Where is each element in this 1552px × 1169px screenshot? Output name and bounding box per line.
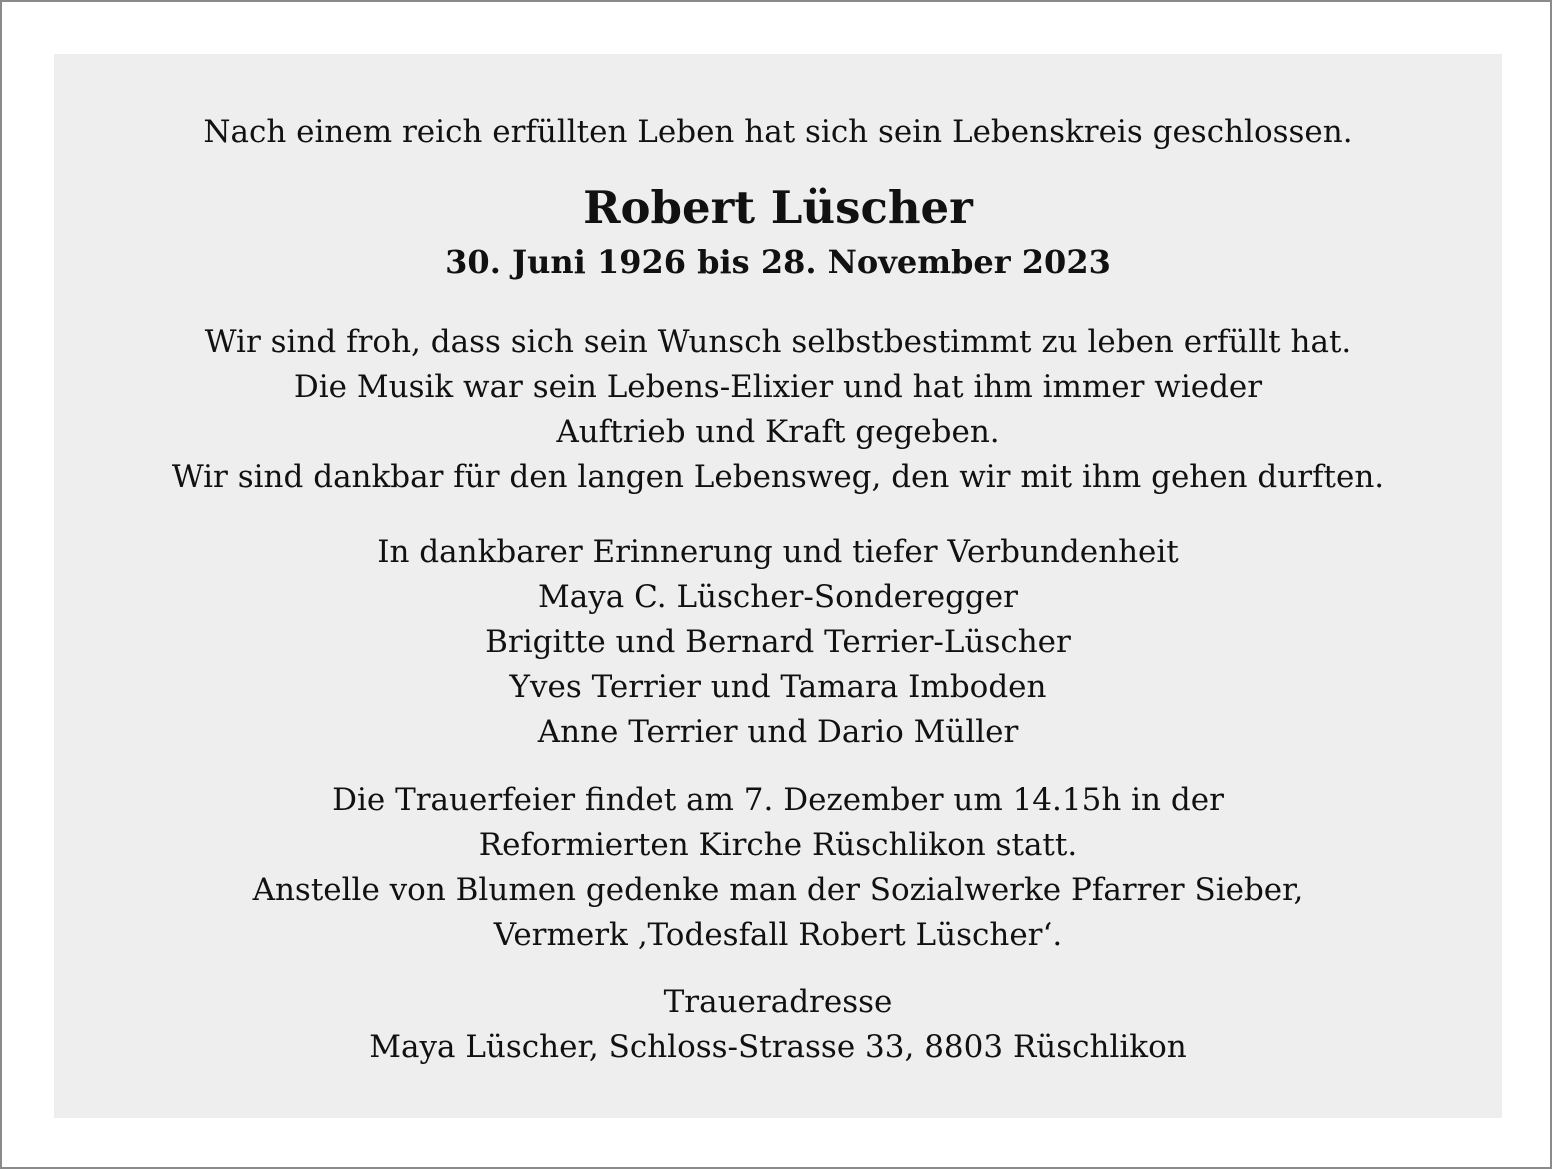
message-line: Die Musik war sein Lebens-Elixier und hat ihm immer wieder — [293, 369, 1263, 405]
mourner-name: Anne Terrier und Dario Müller — [537, 714, 1019, 750]
ceremony-line: Vermerk ‚Todesfall Robert Lüscher‘. — [493, 917, 1063, 953]
life-dates: 30. Juni 1926 bis 28. November 2023 — [445, 243, 1111, 281]
ceremony-line: Reformierten Kirche Rüschlikon statt. — [478, 827, 1078, 863]
obituary-panel — [54, 54, 1502, 1118]
mourner-name: Brigitte und Bernard Terrier-Lüscher — [485, 624, 1071, 660]
message-line: Auftrieb und Kraft gegeben. — [556, 414, 1000, 450]
address-heading: Traueradresse — [663, 984, 893, 1020]
intro-text: Nach einem reich erfüllten Leben hat sich sein Lebenskreis geschlossen. — [203, 114, 1353, 150]
address-text: Maya Lüscher, Schloss-Strasse 33, 8803 Rüschlikon — [369, 1029, 1187, 1065]
message-line: Wir sind dankbar für den langen Lebensweg, den wir mit ihm gehen durften. — [171, 459, 1385, 495]
ceremony-line: Anstelle von Blumen gedenke man der Sozialwerke Pfarrer Sieber, — [252, 872, 1304, 908]
deceased-name: Robert Lüscher — [583, 181, 973, 234]
message-line: Wir sind froh, dass sich sein Wunsch selbstbestimmt zu leben erfüllt hat. — [204, 324, 1352, 360]
mourner-name: Maya C. Lüscher-Sonderegger — [538, 579, 1018, 615]
mourners-intro: In dankbarer Erinnerung und tiefer Verbundenheit — [377, 534, 1179, 570]
mourner-name: Yves Terrier und Tamara Imboden — [509, 669, 1047, 705]
ceremony-line: Die Trauerfeier findet am 7. Dezember um 14.15h in der — [332, 782, 1224, 818]
